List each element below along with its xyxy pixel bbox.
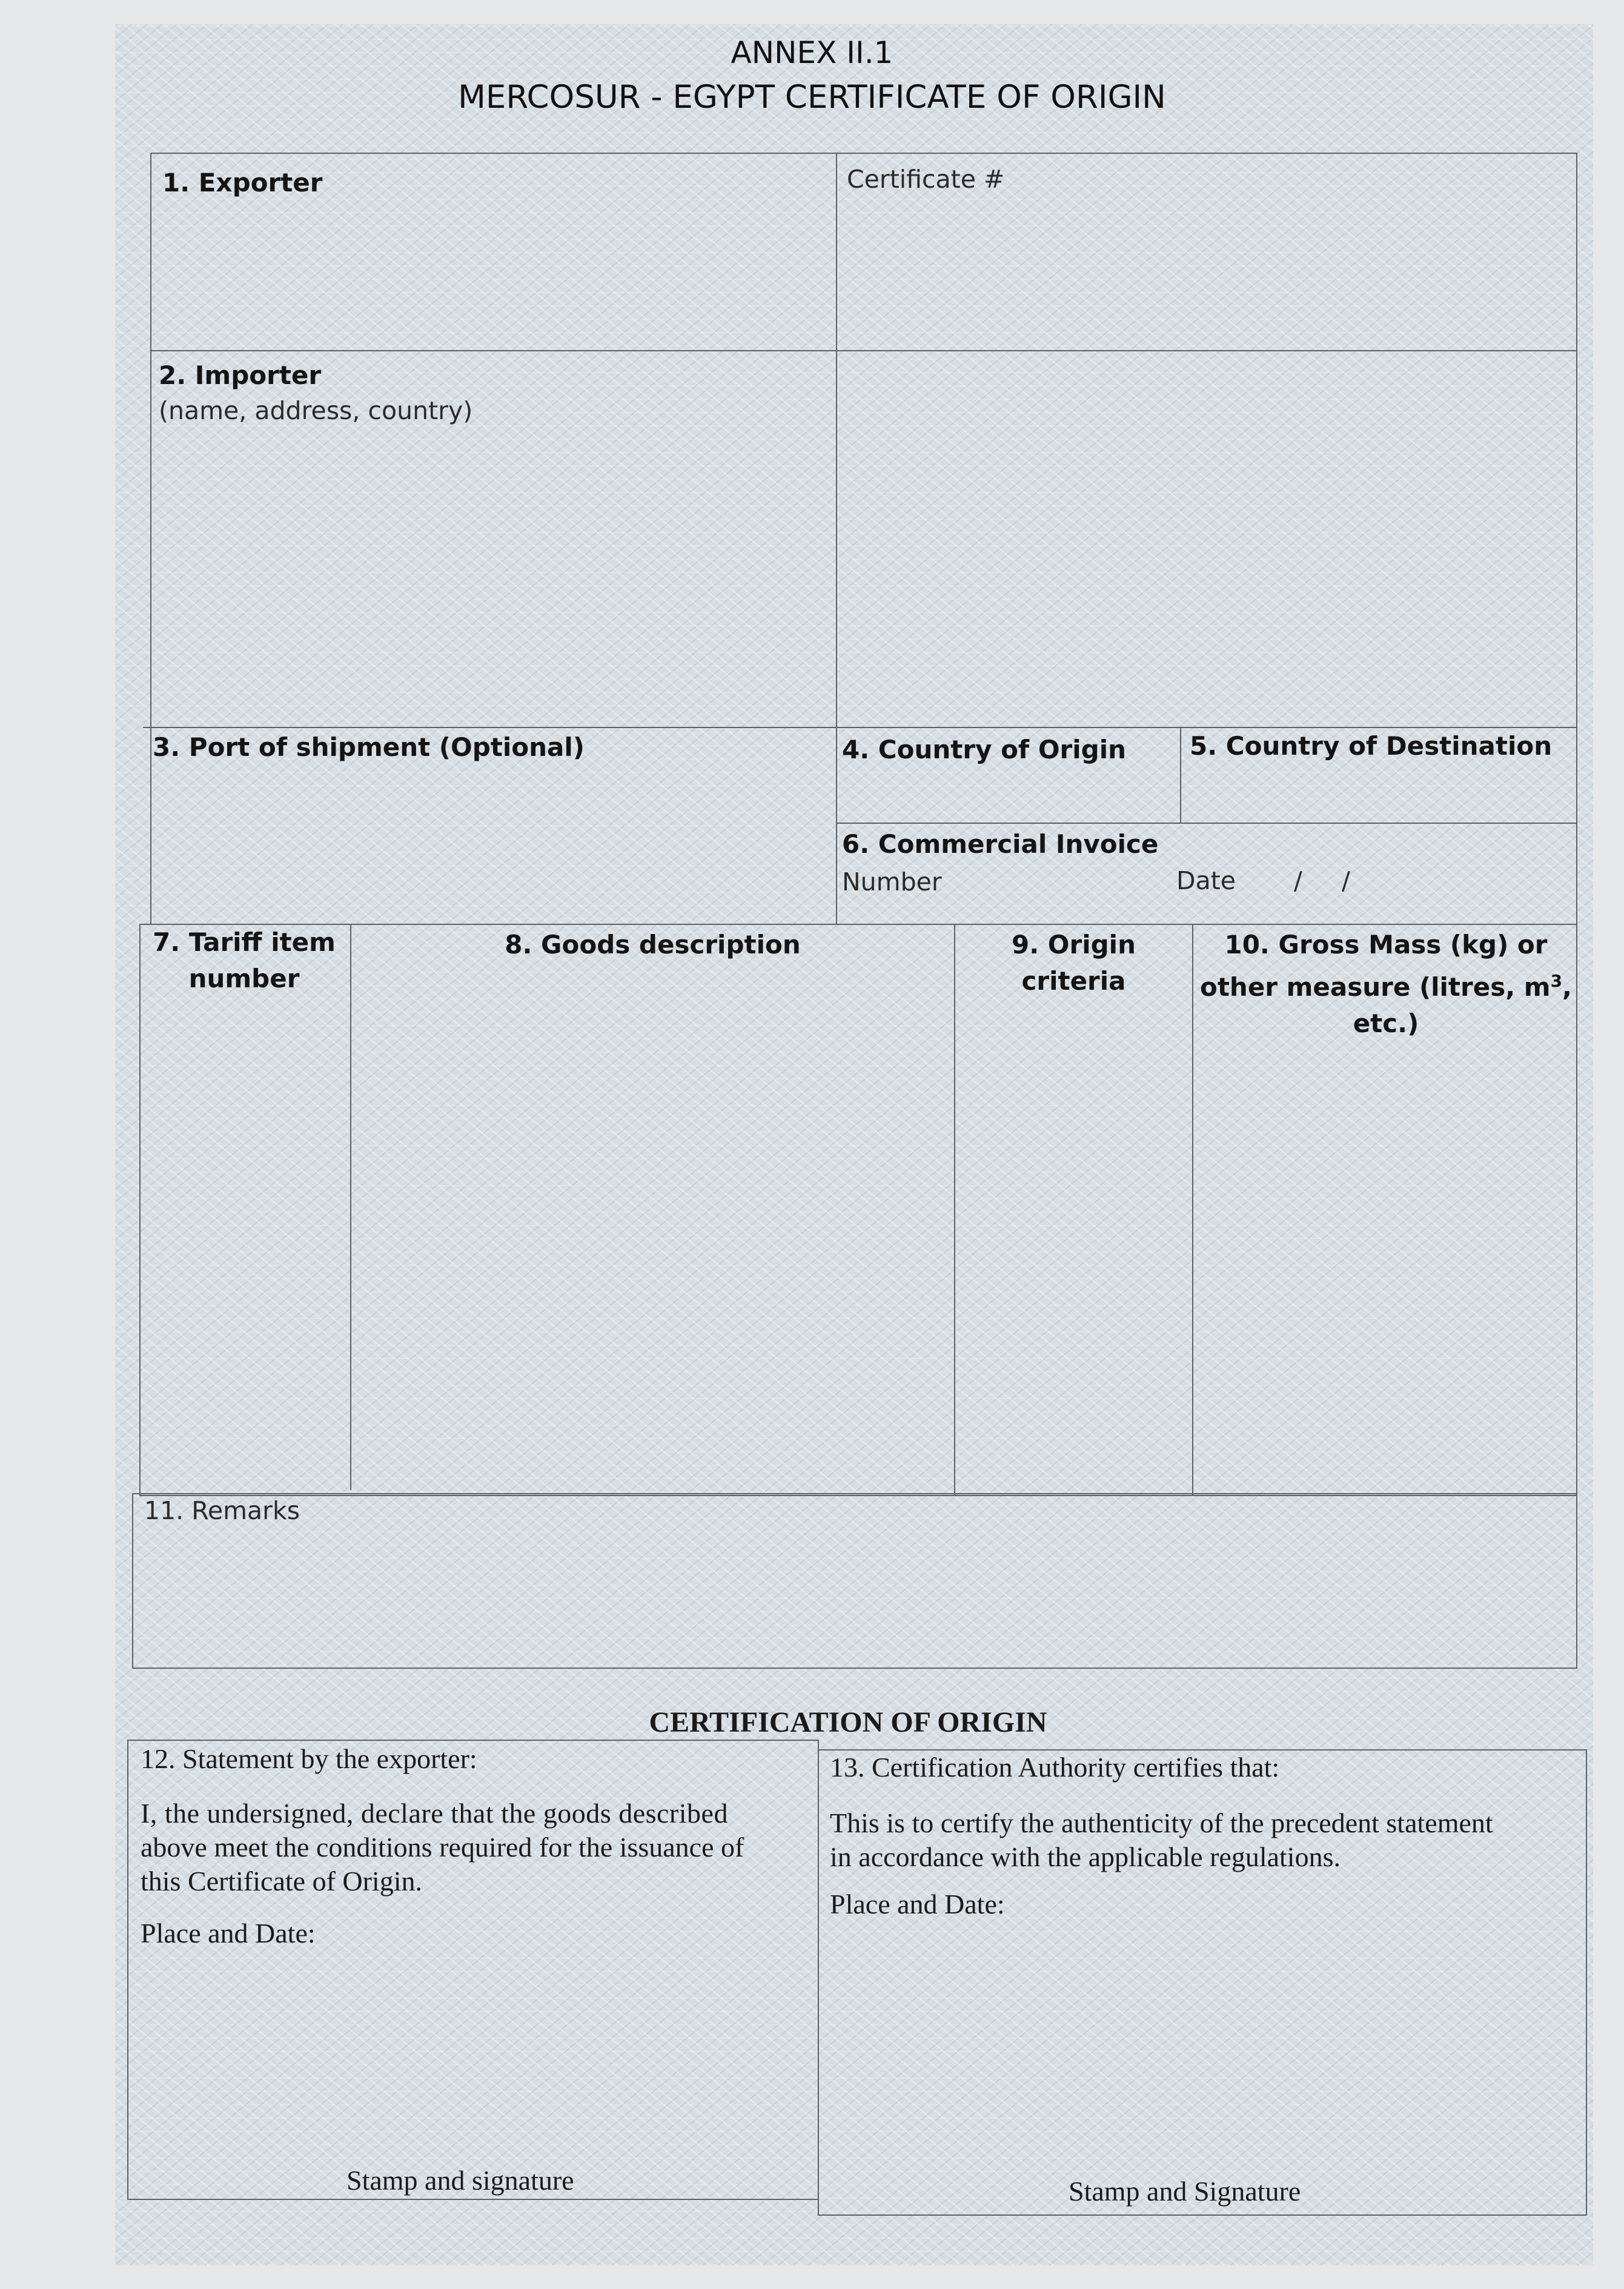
divider-goods-col3 xyxy=(1192,924,1193,1496)
invoice-date-slashes: / / xyxy=(1294,866,1350,895)
remarks-frame xyxy=(132,1493,1577,1669)
origin-criteria-label: 9. Origin criteria xyxy=(1012,930,1136,996)
exporter-place-date: Place and Date: xyxy=(141,1918,316,1949)
importer-label: 2. Importer xyxy=(159,360,322,390)
exporter-statement-line-3: this Certificate of Origin. xyxy=(141,1866,422,1896)
form-frame-top xyxy=(150,153,1577,925)
tariff-item-label: 7. Tariff item number xyxy=(153,927,336,993)
divider-goods-col1 xyxy=(350,924,351,1490)
divider-exporter-row xyxy=(150,350,1577,351)
certificate-number-label: Certificate # xyxy=(847,165,1005,194)
divider-goods-col2 xyxy=(954,924,955,1496)
authority-stamp-signature: Stamp and Signature xyxy=(1069,2176,1301,2207)
certification-heading: CERTIFICATION OF ORIGIN xyxy=(649,1706,1047,1738)
country-of-destination-label: 5. Country of Destination xyxy=(1190,731,1553,761)
goods-description-label: 8. Goods description xyxy=(505,930,801,959)
importer-sublabel: (name, address, country) xyxy=(159,396,473,425)
exporter-statement-title: 12. Statement by the exporter: xyxy=(141,1743,477,1774)
authority-text-line-2: in accordance with the applicable regulations. xyxy=(830,1841,1341,1872)
commercial-invoice-label: 6. Commercial Invoice xyxy=(842,829,1159,859)
invoice-number-label: Number xyxy=(842,867,942,896)
certificate-title: MERCOSUR - EGYPT CERTIFICATE OF ORIGIN xyxy=(458,79,1166,116)
remarks-label: 11. Remarks xyxy=(144,1496,300,1525)
exporter-label: 1. Exporter xyxy=(162,168,323,197)
country-of-origin-label: 4. Country of Origin xyxy=(842,735,1126,764)
divider-countries-row xyxy=(836,823,1577,824)
authority-place-date: Place and Date: xyxy=(830,1889,1005,1920)
divider-origin-destination xyxy=(1180,727,1181,824)
exporter-statement-line-2: above meet the conditions required for the issuance of xyxy=(141,1832,744,1863)
annex-label: ANNEX II.1 xyxy=(731,35,893,70)
exporter-statement-line-1: I, the undersigned, declare that the goods described xyxy=(141,1798,728,1829)
exporter-stamp-signature: Stamp and signature xyxy=(346,2165,574,2196)
authority-text-line-1: This is to certify the authenticity of the precedent statement xyxy=(830,1807,1493,1838)
invoice-date-label: Date xyxy=(1176,866,1236,895)
divider-main-vertical xyxy=(836,153,837,925)
port-of-shipment-label: 3. Port of shipment (Optional) xyxy=(153,732,585,762)
authority-title: 13. Certification Authority certifies that: xyxy=(830,1752,1280,1783)
gross-mass-label: 10. Gross Mass (kg) or other measure (litres, $m^3$, etc.) xyxy=(1199,930,1573,1038)
